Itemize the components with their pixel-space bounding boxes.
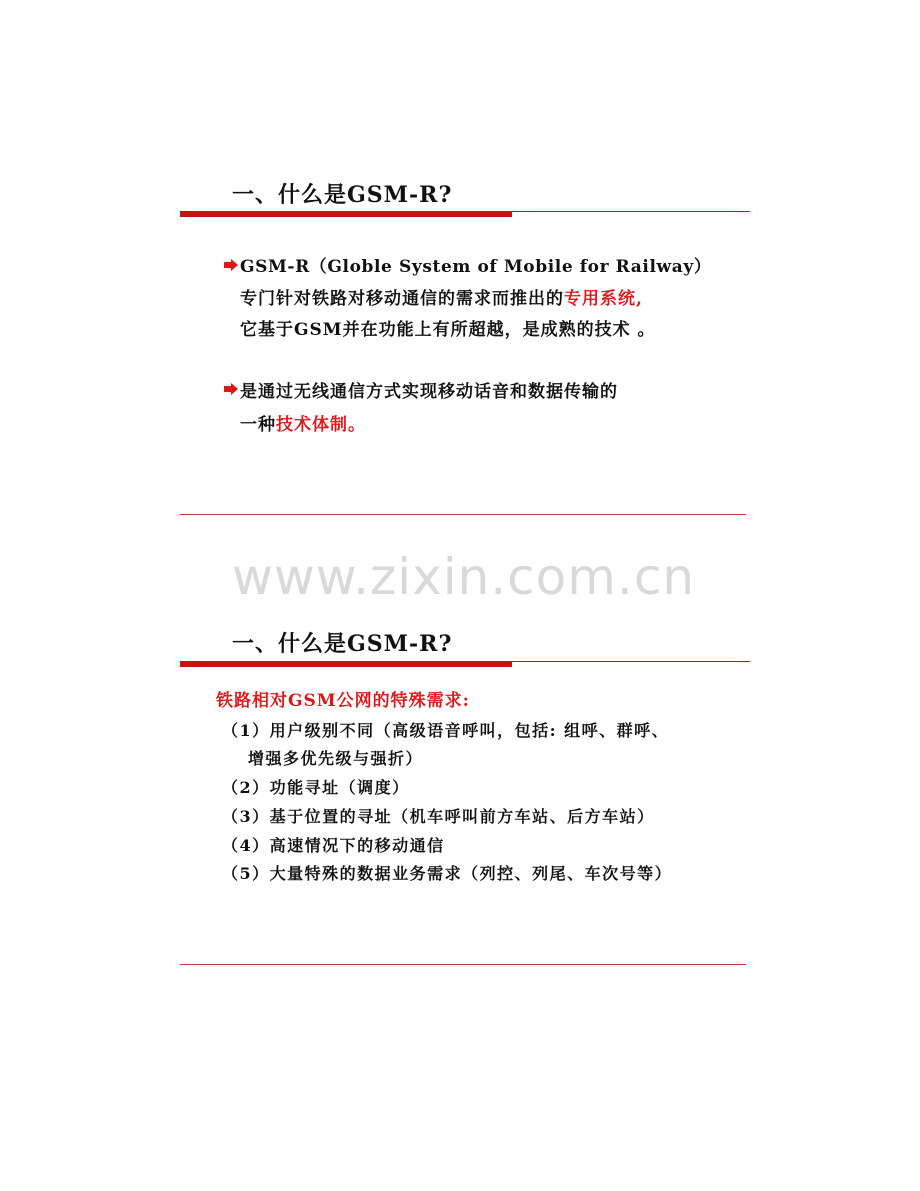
bullet-2-line-2 — [240, 410, 366, 435]
bullet-1-line-1: GSM-R（Globle System of Mobile for Railway） — [240, 257, 712, 277]
bullet-1-line-3: 它基于GSM并在功能上有所超越，是成熟的技术 。 — [240, 320, 656, 340]
slide-2-title: 一、什么是GSM-R? — [232, 631, 453, 657]
arrow-bullet-icon — [224, 383, 238, 395]
title-rule-thin — [180, 661, 750, 662]
list-item: 增强多优先级与强折） — [248, 749, 424, 768]
bullet-1-line-2-text: 专门针对铁路对移动通信的需求而推出的 — [240, 289, 564, 309]
highlight-tech-system: 技术体制。 — [276, 415, 366, 435]
slide-2-subtitle: 铁路相对GSM公网的特殊需求: — [216, 691, 470, 711]
list-item: （3）基于位置的寻址（机车呼叫前方车站、后方车站） — [222, 807, 655, 826]
bullet-1-line-2 — [240, 284, 643, 309]
list-item: （4）高速情况下的移动通信 — [222, 836, 445, 855]
slide-divider-2 — [180, 964, 746, 965]
list-item: （1）用户级别不同（高级语音呼叫，包括: 组呼、群呼、 — [222, 721, 670, 740]
slide-1-title: 一、什么是GSM-R? — [232, 182, 453, 208]
bullet-2-line-2-text: 一种 — [240, 415, 276, 435]
slide-divider-1 — [180, 514, 746, 515]
list-item: （2）功能寻址（调度） — [222, 778, 410, 797]
title-rule-thin — [180, 211, 750, 212]
bullet-2-line-1: 是通过无线通信方式实现移动话音和数据传输的 — [240, 382, 618, 402]
arrow-bullet-icon — [224, 259, 238, 271]
watermark: www.zixin.com.cn — [232, 548, 696, 606]
list-item: （5）大量特殊的数据业务需求（列控、列尾、车次号等） — [222, 864, 673, 883]
highlight-dedicated-system: 专用系统, — [564, 289, 643, 309]
